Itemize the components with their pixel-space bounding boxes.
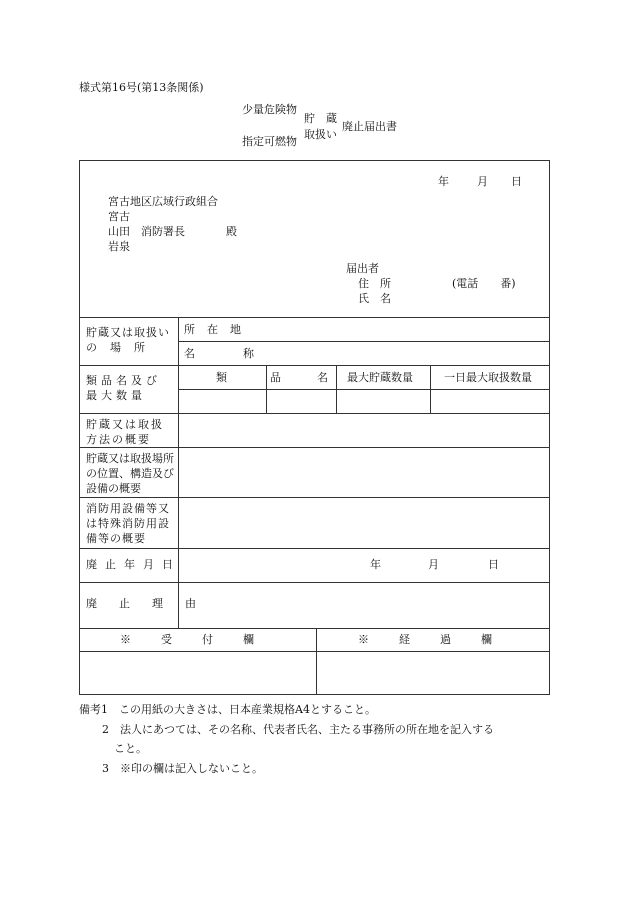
abolition-month: 月: [428, 558, 439, 571]
col-max-storage: 最大貯蔵数量: [347, 371, 413, 384]
facility-label: 貯蔵又は取扱場所の位置、構造及び設備の概要: [86, 452, 174, 495]
date-day: 日: [511, 175, 522, 188]
products-label: 類品名及び最大数量: [86, 374, 161, 402]
note-2: 2 法人にあつては、その名称、代表者氏名、主たる事務所の所在地を記入する: [102, 723, 494, 736]
recipient-line3: 山田 消防署長: [108, 225, 185, 238]
title-line1: 少量危険物: [242, 103, 297, 116]
note-1: 備考1 この用紙の大きさは、日本産業規格A4とすること。: [79, 703, 376, 716]
recipient-line4: 岩泉: [108, 240, 130, 253]
location-label: 所在地: [184, 323, 253, 336]
title-suffix: 廃止届出書: [342, 120, 397, 133]
title-line2: 指定可燃物: [242, 135, 297, 148]
date-month: 月: [477, 175, 488, 188]
phone-label: (電話 番): [452, 277, 516, 290]
method-label: 貯蔵又は取扱方法の概要: [86, 418, 164, 446]
address-label: 住 所: [358, 277, 391, 290]
recipient-line2: 宮古: [108, 210, 130, 223]
recipient-honorific: 殿: [226, 225, 237, 238]
form-number: 様式第16号(第13条関係): [79, 81, 204, 94]
place-name-label: 名称: [184, 347, 302, 360]
reception-label: ※受付欄: [120, 633, 284, 646]
application-form: [79, 160, 550, 695]
col-class: 類: [216, 371, 227, 384]
abolition-date-label: 廃止年月日: [86, 558, 181, 571]
title-handling: 取扱い: [304, 128, 337, 141]
title-storage: 貯 蔵: [304, 112, 337, 125]
col-daily-max: 一日最大取扱数量: [444, 371, 532, 384]
note-3: 3 ※印の欄は記入しないこと。: [102, 762, 263, 775]
col-product: 品名: [270, 371, 364, 384]
name-label: 氏 名: [358, 292, 391, 305]
abolition-year: 年: [370, 558, 381, 571]
date-year: 年: [438, 175, 449, 188]
abolition-day: 日: [488, 558, 499, 571]
note-2-cont: こと。: [114, 742, 147, 755]
progress-label: ※経過欄: [358, 633, 522, 646]
recipient-line1: 宮古地区広域行政組合: [108, 195, 218, 208]
applicant-label: 届出者: [346, 262, 379, 275]
storage-place-label: 貯蔵又は取扱いの 場 所: [86, 326, 170, 354]
fire-equipment-label: 消防用設備等又は特殊消防用設備等の概要: [86, 502, 170, 545]
abolition-reason-label: 廃止理由: [86, 597, 218, 610]
